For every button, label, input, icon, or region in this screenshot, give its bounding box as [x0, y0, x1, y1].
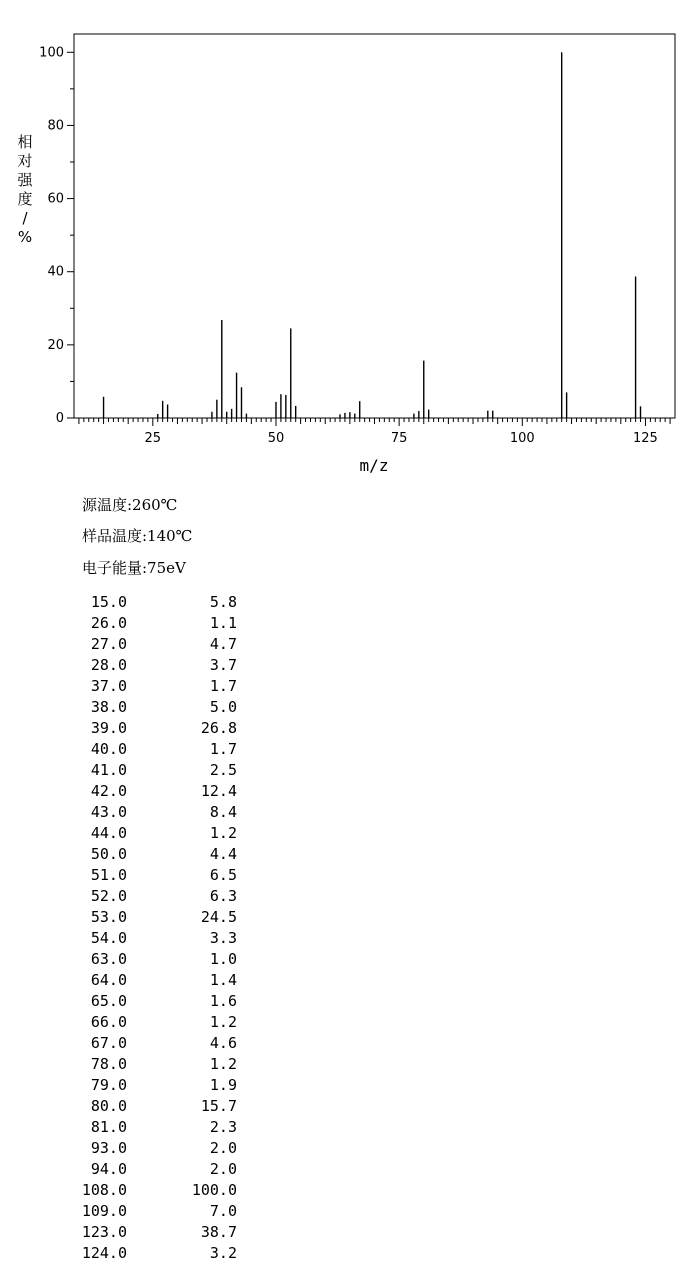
peak-mz: 93.0: [90, 1139, 127, 1157]
peak-intensity: 1.6: [209, 992, 237, 1010]
peak-row: [70, 802, 237, 823]
y-tick-label: 0: [55, 411, 64, 426]
x-tick-label: 75: [390, 431, 408, 446]
electron-energy: 电子能量:75eV: [82, 559, 186, 577]
peak-intensity: 4.4: [209, 845, 237, 863]
peak-intensity: 1.4: [209, 971, 237, 989]
x-tick-label: 25: [144, 431, 162, 446]
peak-row: [70, 1096, 237, 1117]
peak-row: [70, 739, 237, 760]
peak-mz: 28.0: [90, 656, 127, 674]
peak-row: [70, 613, 237, 634]
peak-intensity: 26.8: [200, 719, 237, 737]
peak-intensity: 15.7: [200, 1097, 237, 1115]
peak-row: [70, 1159, 237, 1180]
peak-mz: 50.0: [90, 845, 127, 863]
peak-row: [70, 781, 237, 802]
peak-row: [70, 1180, 237, 1201]
peak-mz: 80.0: [90, 1097, 127, 1115]
peak-mz: 54.0: [90, 929, 127, 947]
peak-row: [70, 991, 237, 1012]
peak-row: [70, 1243, 237, 1264]
y-tick-label: 80: [47, 118, 64, 134]
mass-spectrum-chart: [0, 0, 687, 490]
peak-mz: 79.0: [90, 1076, 127, 1094]
peak-intensity: 2.0: [209, 1160, 237, 1178]
peak-mz: 37.0: [90, 677, 127, 695]
peak-row: [70, 1222, 237, 1243]
peak-intensity: 2.0: [209, 1139, 237, 1157]
peak-row: [70, 823, 237, 844]
peak-intensity: 8.4: [209, 803, 237, 821]
peak-mz: 67.0: [90, 1034, 127, 1052]
peak-mz: 52.0: [90, 887, 127, 905]
peak-intensity: 2.3: [209, 1118, 237, 1136]
peak-intensity: 1.0: [209, 950, 237, 968]
peak-mz: 44.0: [90, 824, 127, 842]
peak-intensity: 1.7: [209, 740, 237, 758]
peak-mz: 27.0: [90, 635, 127, 653]
y-axis-label-char: %: [17, 228, 33, 246]
peak-row: [70, 760, 237, 781]
peak-row: [70, 1075, 237, 1096]
peak-row: [70, 1117, 237, 1138]
peak-intensity: 3.7: [209, 656, 237, 674]
peak-row: [70, 1033, 237, 1054]
y-axis-label-char: 度: [17, 190, 33, 208]
peak-row: [70, 928, 237, 949]
peak-mz: 108.0: [81, 1181, 127, 1199]
peak-mz: 51.0: [90, 866, 127, 884]
x-axis: [79, 418, 670, 446]
peak-row: [70, 865, 237, 886]
peak-row: [70, 655, 237, 676]
peak-intensity: 24.5: [200, 908, 237, 926]
peak-intensity: 1.7: [209, 677, 237, 695]
peak-intensity: 38.7: [200, 1223, 237, 1241]
peak-mz: 43.0: [90, 803, 127, 821]
peak-intensity: 6.5: [209, 866, 237, 884]
peak-row: [70, 970, 237, 991]
peak-mz: 94.0: [90, 1160, 127, 1178]
y-tick-label: 40: [47, 264, 64, 280]
peak-table: [70, 592, 237, 1264]
x-tick-label: 125: [633, 431, 658, 446]
peak-row: [70, 697, 237, 718]
sample-temperature: 样品温度:140℃: [82, 527, 193, 545]
peak-mz: 15.0: [90, 593, 127, 611]
peak-intensity: 1.9: [209, 1076, 237, 1094]
peak-intensity: 3.2: [209, 1244, 237, 1262]
peak-mz: 40.0: [90, 740, 127, 758]
y-axis-label-char: 相: [17, 133, 33, 151]
peak-row: [70, 1054, 237, 1075]
peak-row: [70, 1012, 237, 1033]
y-tick-label: 60: [47, 191, 64, 207]
peak-mz: 63.0: [90, 950, 127, 968]
peak-intensity: 4.6: [209, 1034, 237, 1052]
peak-mz: 39.0: [90, 719, 127, 737]
peak-intensity: 7.0: [209, 1202, 237, 1220]
peak-row: [70, 1201, 237, 1222]
peak-row: [70, 907, 237, 928]
peak-intensity: 3.3: [209, 929, 237, 947]
y-axis-label-char: 对: [17, 152, 33, 170]
peak-intensity: 4.7: [209, 635, 237, 653]
peak-mz: 38.0: [90, 698, 127, 716]
peak-intensity: 1.2: [209, 1013, 237, 1031]
peak-row: [70, 676, 237, 697]
peak-mz: 78.0: [90, 1055, 127, 1073]
peak-intensity: 1.2: [209, 1055, 237, 1073]
peak-mz: 124.0: [81, 1244, 127, 1262]
peak-intensity: 2.5: [209, 761, 237, 779]
peak-mz: 53.0: [90, 908, 127, 926]
peak-row: [70, 949, 237, 970]
spectrum-bars: [104, 52, 641, 418]
peak-row: [70, 1138, 237, 1159]
peak-intensity: 5.8: [209, 593, 237, 611]
x-axis-label: m/z: [359, 456, 389, 475]
peak-row: [70, 718, 237, 739]
peak-mz: 41.0: [90, 761, 127, 779]
peak-mz: 42.0: [90, 782, 127, 800]
x-tick-label: 50: [267, 431, 285, 446]
peak-mz: 64.0: [90, 971, 127, 989]
peak-mz: 65.0: [90, 992, 127, 1010]
peak-mz: 81.0: [90, 1118, 127, 1136]
peak-mz: 109.0: [81, 1202, 127, 1220]
peak-intensity: 1.2: [209, 824, 237, 842]
peak-intensity: 1.1: [209, 614, 237, 632]
x-tick-label: 100: [509, 431, 535, 446]
peak-intensity: 100.0: [191, 1181, 237, 1199]
peak-row: [70, 844, 237, 865]
plot-frame: [74, 34, 675, 418]
y-axis-label-char: 强: [17, 171, 33, 189]
y-tick-label: 100: [39, 45, 64, 61]
peak-row: [70, 886, 237, 907]
peak-row: [70, 592, 237, 613]
peak-mz: 66.0: [90, 1013, 127, 1031]
peak-intensity: 5.0: [209, 698, 237, 716]
peak-row: [70, 634, 237, 655]
source-temperature: 源温度:260℃: [82, 496, 178, 514]
y-tick-label: 20: [47, 337, 64, 353]
y-axis: [39, 45, 74, 426]
y-axis-label-char: /: [22, 209, 28, 227]
peak-intensity: 6.3: [209, 887, 237, 905]
peak-mz: 123.0: [81, 1223, 127, 1241]
peak-intensity: 12.4: [200, 782, 237, 800]
peak-mz: 26.0: [90, 614, 127, 632]
y-axis-label: [17, 133, 33, 246]
